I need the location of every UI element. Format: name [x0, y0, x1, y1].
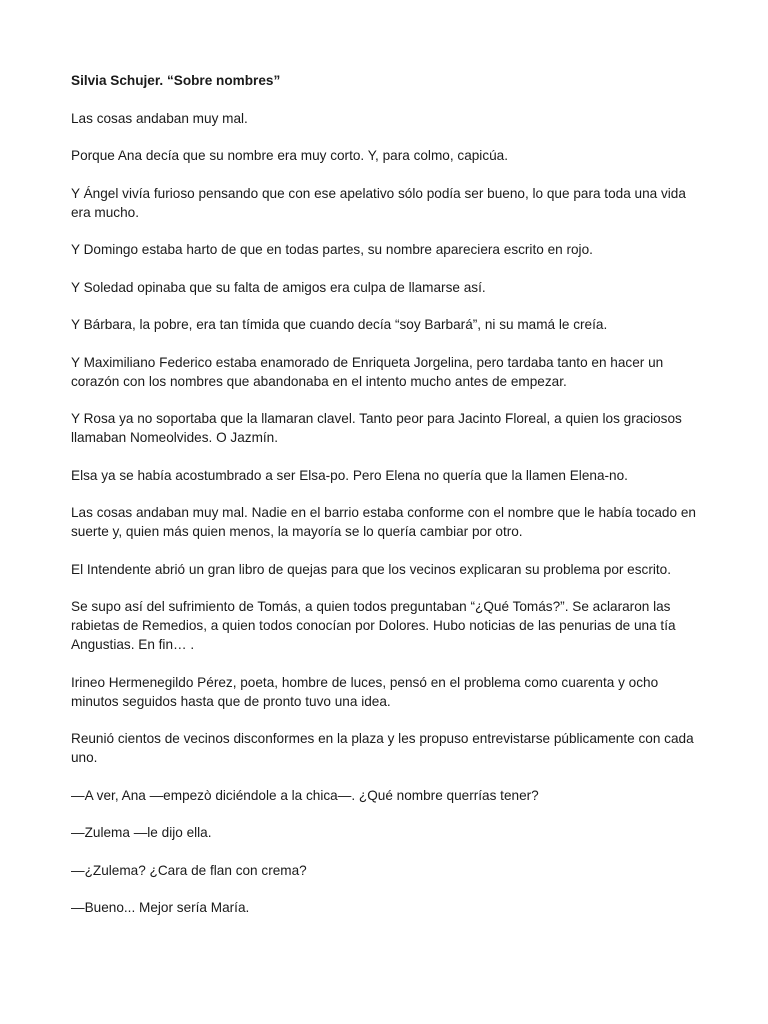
- paragraph: El Intendente abrió un gran libro de quejas para que los vecinos explicaran su problema por escrito.: [71, 561, 671, 577]
- paragraph: Las cosas andaban muy mal. Nadie en el barrio estaba conforme con el nombre que le había tocado en suerte y, quien más quien menos, la mayoría se lo quería cambiar por otro.: [71, 505, 696, 539]
- paragraph: Y Soledad opinaba que su falta de amigos era culpa de llamarse así.: [71, 279, 486, 295]
- paragraph: Porque Ana decía que su nombre era muy corto. Y, para colmo, capicúa.: [71, 148, 509, 163]
- document-title: Silvia Schujer. “Sobre nombres”: [71, 73, 281, 88]
- paragraph: —Zulema —le dijo ella.: [71, 825, 212, 840]
- paragraph: Y Bárbara, la pobre, era tan tímida que cuando decía “soy Barbará”, ni su mamá le creía.: [71, 317, 608, 332]
- paragraph: Irineo Hermenegildo Pérez, poeta, hombre de luces, pensó en el problema como cuarenta y ocho minutos seguidos hasta que de pronto tuvo una idea.: [71, 674, 659, 709]
- paragraph: Las cosas andaban muy mal.: [71, 110, 248, 126]
- paragraph: —¿Zulema? ¿Cara de flan con crema?: [71, 862, 307, 878]
- paragraph: Y Maximiliano Federico estaba enamorado de Enriqueta Jorgelina, pero tardaba tanto en hacer un corazón con los nombres que abandonaba en el intento mucho antes de empezar.: [71, 354, 664, 389]
- paragraph: Se supo así del sufrimiento de Tomás, a quien todos preguntaban “¿Qué Tomás?”. Se aclararon las rabietas de Remedios, a quien todos conocían por Dolores. Hubo noticias de las penurias de una tía Angustias. En fin… .: [71, 599, 676, 652]
- paragraph: —Bueno... Mejor sería María.: [71, 900, 250, 915]
- paragraph: Y Domingo estaba harto de que en todas partes, su nombre apareciera escrito en rojo.: [71, 242, 593, 257]
- paragraph: Elsa ya se había acostumbrado a ser Elsa-po. Pero Elena no quería que la llamen Elena-no.: [71, 467, 628, 483]
- paragraph: —A ver, Ana —empezò diciéndole a la chica—. ¿Qué nombre querrías tener?: [71, 787, 539, 803]
- paragraph: Reunió cientos de vecinos disconformes en la plaza y les propuso entrevistarse públicamente con cada uno.: [71, 731, 694, 765]
- document-page: [71, 71, 701, 936]
- paragraph: Y Rosa ya no soportaba que la llamaran clavel. Tanto peor para Jacinto Floreal, a quien los graciosos llamaban Nomeolvides. O Jazmín.: [71, 411, 682, 445]
- paragraph: Y Ángel vivía furioso pensando que con ese apelativo sólo podía ser bueno, lo que para toda una vida era mucho.: [71, 185, 686, 220]
